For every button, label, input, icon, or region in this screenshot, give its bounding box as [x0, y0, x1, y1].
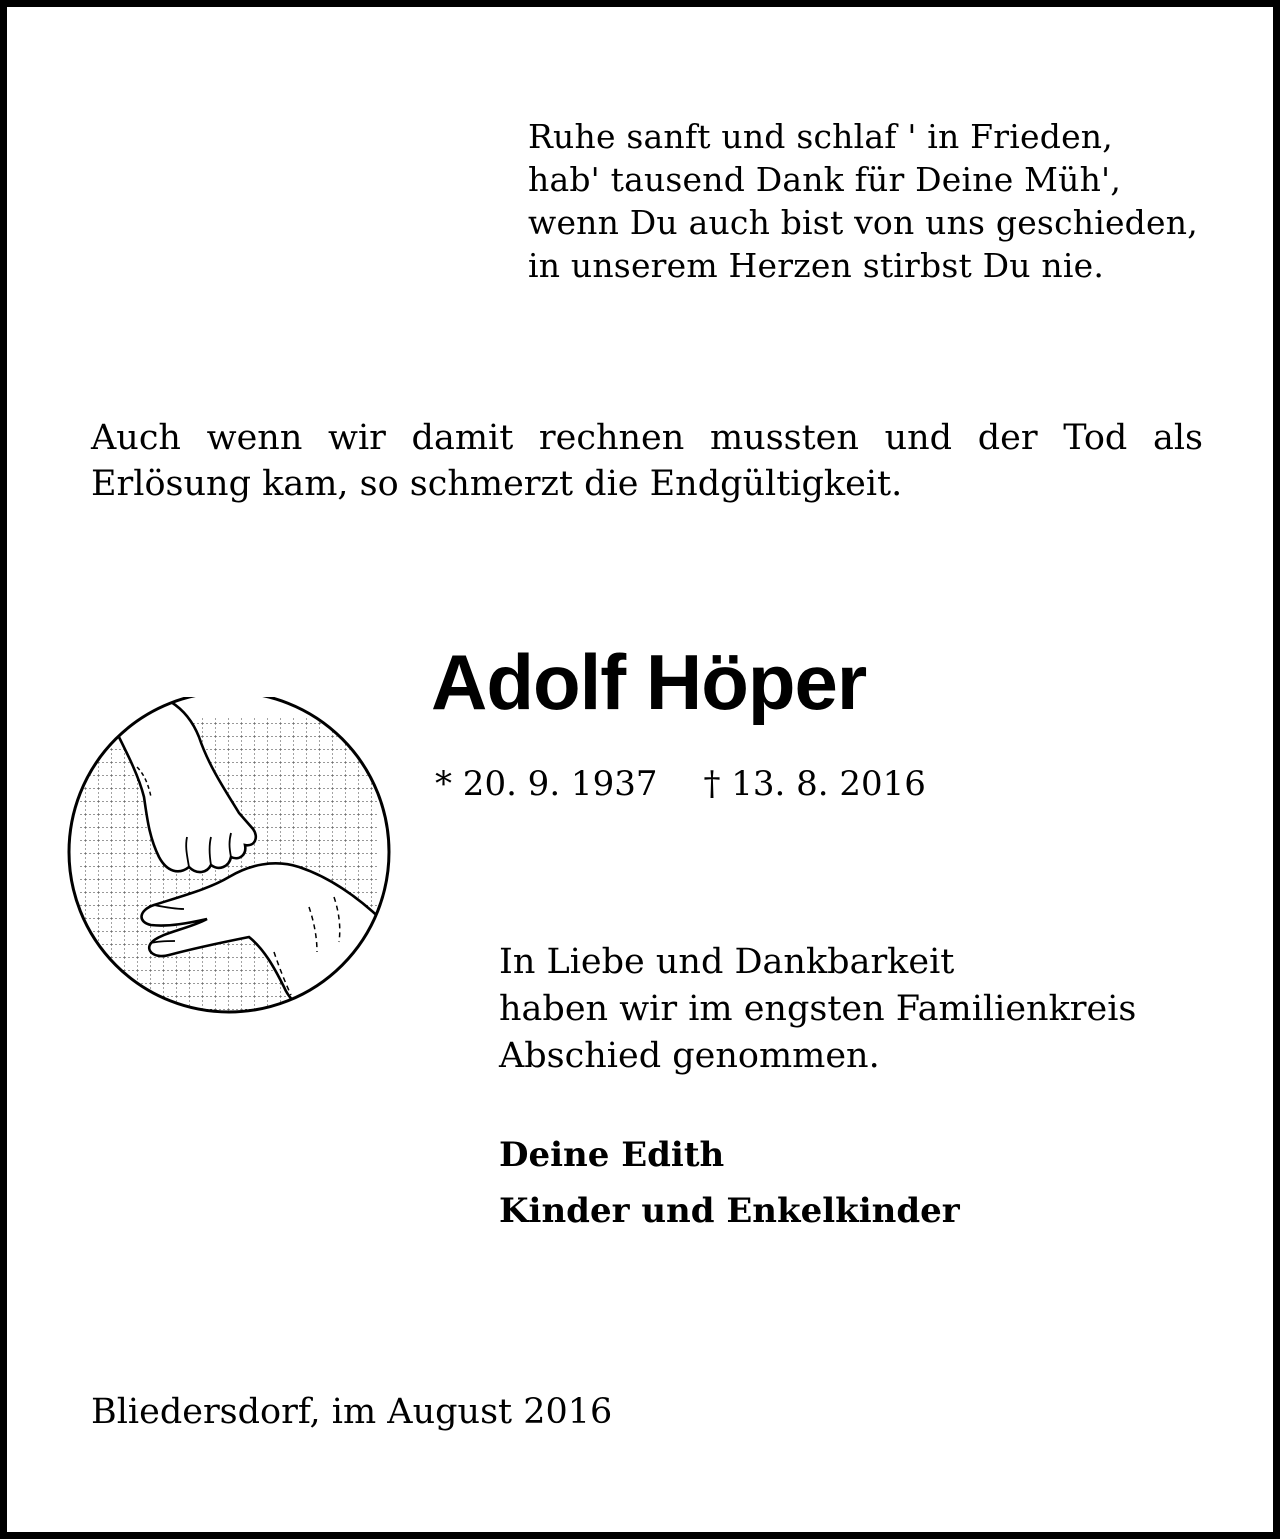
signer-line: Deine Edith — [499, 1135, 725, 1175]
place-and-date: Bliedersdorf, im August 2016 — [91, 1392, 613, 1432]
signer-line: Kinder und Enkelkinder — [499, 1191, 960, 1231]
poem-line: wenn Du auch bist von uns geschieden, — [528, 203, 1198, 242]
message-line: Abschied genommen. — [499, 1036, 880, 1076]
hands-in-circle-icon — [59, 697, 399, 1017]
death-date: † 13. 8. 2016 — [703, 764, 926, 804]
poem-line: hab' tausend Dank für Deine Müh', — [528, 160, 1122, 199]
message-line: haben wir im engsten Familienkreis — [499, 989, 1137, 1029]
message-line: In Liebe und Dankbarkeit — [499, 942, 955, 982]
intro-line: Auch wenn wir damit rechnen mussten und der Tod als — [91, 418, 1203, 458]
farewell-message — [499, 939, 1136, 1080]
signers — [499, 1127, 960, 1239]
intro-text — [91, 415, 1203, 507]
poem — [528, 115, 1198, 287]
birth-date: * 20. 9. 1937 — [435, 764, 658, 804]
poem-line: Ruhe sanft und schlaf ' in Frieden, — [528, 117, 1113, 156]
intro-line: Erlösung kam, so schmerzt die Endgültigkeit. — [91, 464, 903, 504]
poem-line: in unserem Herzen stirbst Du nie. — [528, 246, 1105, 285]
deceased-name: Adolf Höper — [431, 638, 867, 726]
life-dates — [435, 762, 926, 806]
